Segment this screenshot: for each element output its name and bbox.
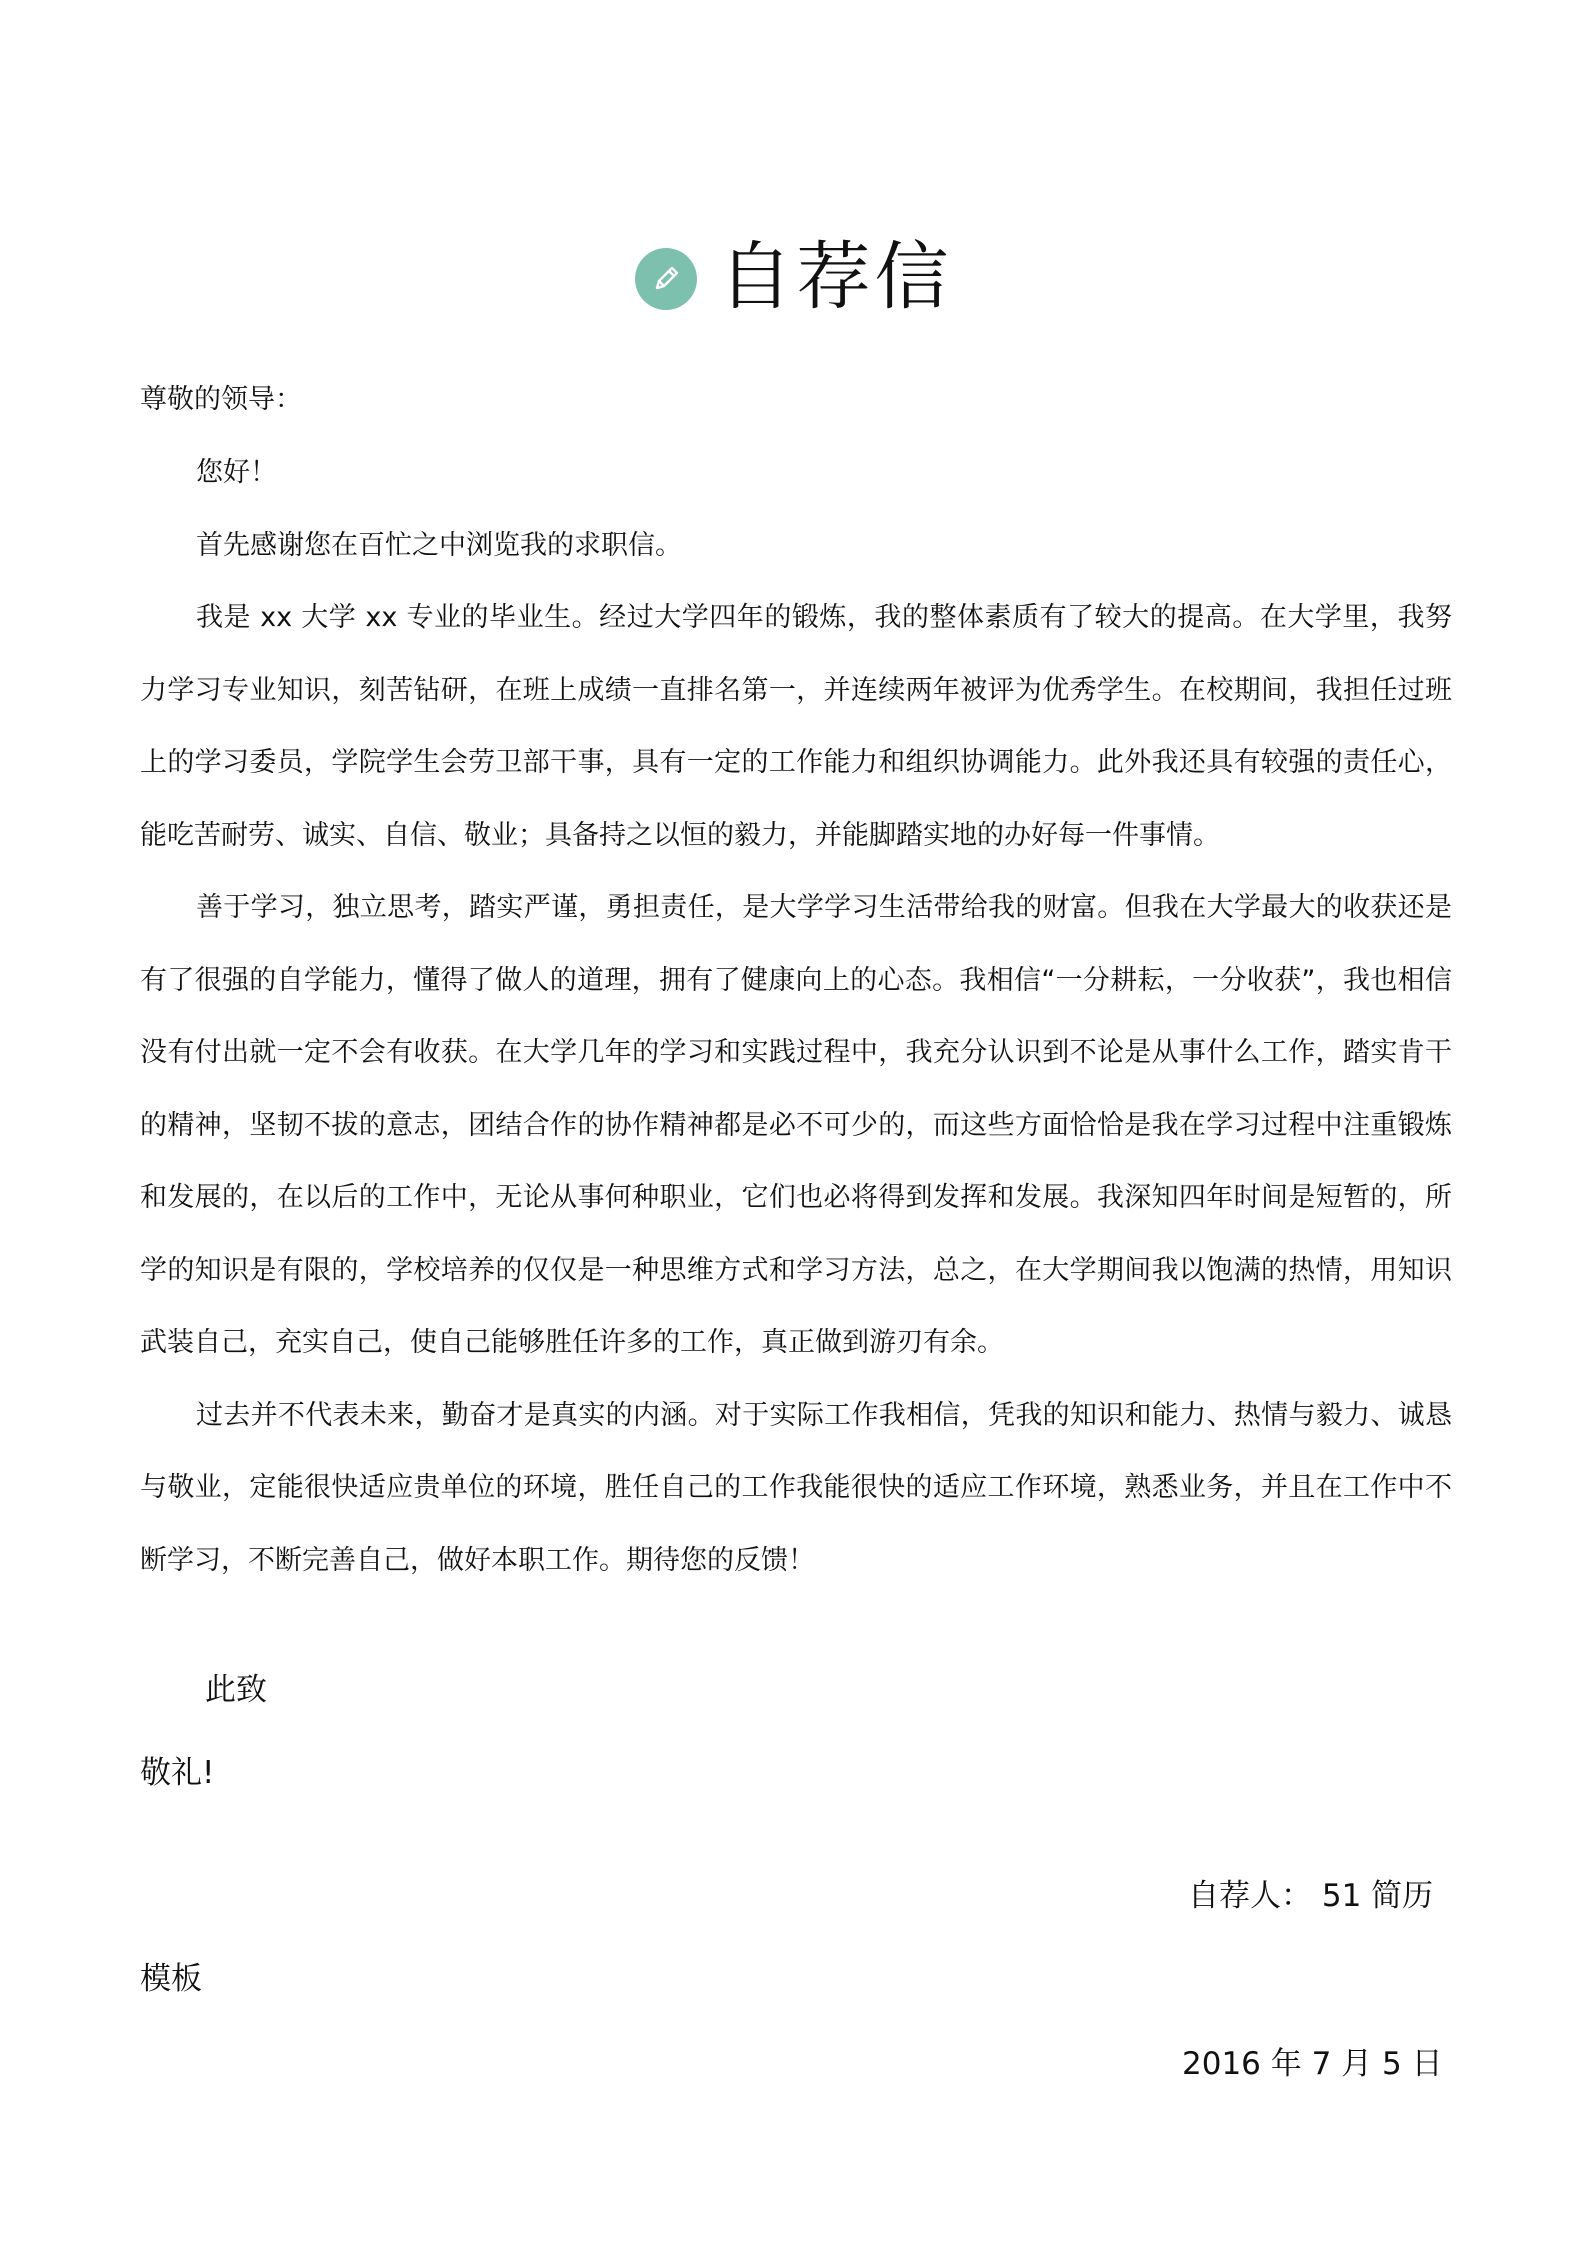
paragraph-background: 我是 xx 大学 xx 专业的毕业生。经过大学四年的锻炼，我的整体素质有了较大的提高。在大学里，我努力学习专业知识，刻苦钻研，在班上成绩一直排名第一，并连续两年被评为优秀学生。在校期间，我担任过班上的学习委员，学院学生会劳卫部干事，具有一定的工作能力和组织协调能力。此外我还具有较强的责任心，能吃苦耐劳、诚实、自信、敬业；具备持之以恒的毅力，并能脚踏实地的办好每一件事情。 xyxy=(140,602,1452,851)
paragraph-outlook: 过去并不代表未来，勤奋才是真实的内涵。对于实际工作我相信，凭我的知识和能力、热情与毅力、诚恳与敬业，定能很快适应贵单位的环境，胜任自己的工作我能很快的适应工作环境，熟悉业务，并且在工作中不断学习，不断完善自己，做好本职工作。期待您的反馈！ xyxy=(140,1399,1452,1576)
salutation: 尊敬的领导： xyxy=(140,384,302,415)
page-title: 自荐信 xyxy=(718,234,953,320)
letter-date: 2016 年 7 月 5 日 xyxy=(1182,2046,1443,2082)
paragraph-thanks: 首先感谢您在百忙之中浏览我的求职信。 xyxy=(196,529,682,561)
pencil-icon xyxy=(635,248,697,310)
signer-line-wrap: 模板 xyxy=(140,1961,202,1997)
paragraph-strengths: 善于学习，独立思考，踏实严谨，勇担责任，是大学学习生活带给我的财富。但我在大学最大的收获还是有了很强的自学能力，懂得了做人的道理，拥有了健康向上的心态。我相信“一分耕耘，一分收获”，我也相信没有付出就一定不会有收获。在大学几年的学习和实践过程中，我充分认识到不论是从事什么工作，踏实肯干的精神，坚韧不拔的意志，团结合作的协作精神都是必不可少的，而这些方面恰恰是我在学习过程中注重锻炼和发展的，在以后的工作中，无论从事何种职业，它们也必将得到发挥和发展。我深知四年时间是短暂的，所学的知识是有限的，学校培养的仅仅是一种思维方式和学习方法，总之，在大学期间我以饱满的热情，用知识武装自己，充实自己，使自己能够胜任许多的工作，真正做到游刃有余。 xyxy=(140,892,1452,1358)
paragraph-greeting: 您好！ xyxy=(196,457,277,488)
closing-jingli: 敬礼! xyxy=(140,1755,215,1791)
letter-body xyxy=(140,437,1452,1597)
closing-cizhi: 此致 xyxy=(205,1672,267,1708)
title-block xyxy=(0,232,1587,322)
signer-line: 自荐人： 51 简历 xyxy=(1188,1878,1434,1914)
